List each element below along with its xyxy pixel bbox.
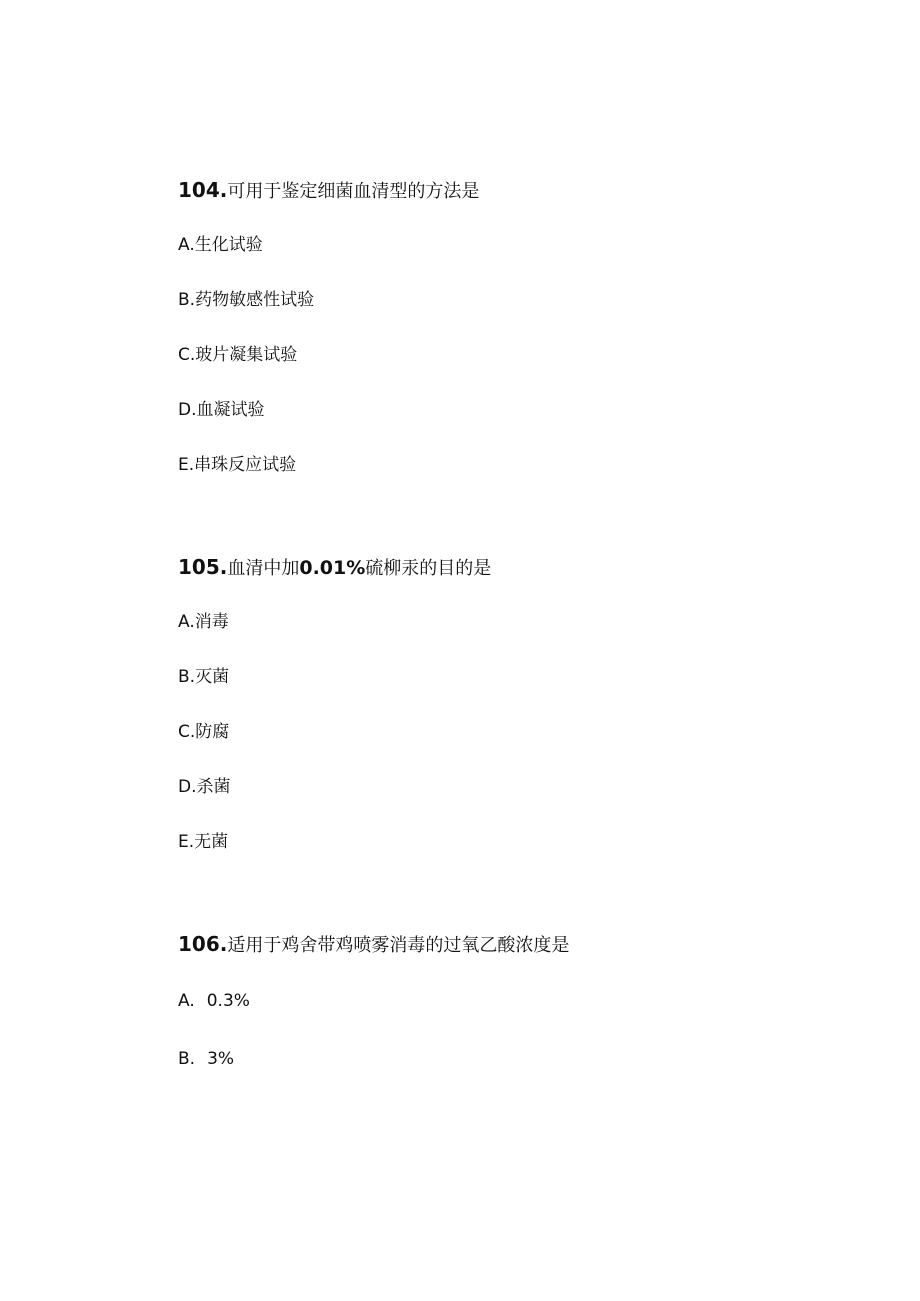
option-b (178, 664, 878, 690)
question-stem (178, 553, 878, 581)
option-a (178, 988, 878, 1014)
question-number: 105. (178, 555, 228, 579)
option-letter: D. (178, 400, 197, 420)
option-a (178, 609, 878, 635)
option-text: 生化试验 (194, 235, 263, 255)
option-letter: C. (178, 345, 196, 365)
option-b (178, 1046, 878, 1072)
option-letter: A. (178, 991, 195, 1011)
option-a (178, 232, 878, 258)
question-text: 适用于鸡舍带鸡喷雾消毒的过氧乙酸浓度是 (227, 935, 570, 956)
option-text: 灭菌 (195, 667, 230, 687)
question-text-part: 硫柳汞的目的是 (365, 558, 492, 579)
option-d (178, 397, 878, 423)
question-stem (178, 930, 878, 958)
option-b (178, 287, 878, 313)
option-c (178, 342, 878, 368)
option-text: 杀菌 (196, 777, 231, 797)
question-text-part: 血清中加 (227, 558, 300, 579)
option-text: 血凝试验 (196, 400, 265, 420)
question-105 (178, 553, 878, 855)
option-letter: A. (178, 612, 195, 632)
option-letter: D. (178, 777, 197, 797)
option-text: 玻片凝集试验 (195, 345, 298, 365)
question-number: 106. (178, 932, 228, 956)
question-106 (178, 930, 878, 1072)
option-text: 3% (207, 1049, 235, 1069)
question-text: 可用于鉴定细菌血清型的方法是 (227, 181, 480, 202)
question-number: 104. (178, 178, 228, 202)
option-text: 串珠反应试验 (194, 455, 297, 475)
option-d (178, 774, 878, 800)
option-letter: B. (178, 1049, 196, 1069)
option-text: 无菌 (194, 832, 229, 852)
option-letter: E. (178, 832, 195, 852)
option-text: 防腐 (195, 722, 230, 742)
option-text: 消毒 (194, 612, 229, 632)
option-text: 药物敏感性试验 (195, 290, 315, 310)
option-e (178, 829, 878, 855)
option-letter: B. (178, 667, 196, 687)
option-letter: E. (178, 455, 195, 475)
question-text-concentration: 0.01% (299, 557, 366, 579)
question-stem (178, 176, 878, 204)
option-e (178, 452, 878, 478)
option-letter: B. (178, 290, 196, 310)
option-c (178, 719, 878, 745)
option-letter: A. (178, 235, 195, 255)
option-letter: C. (178, 722, 196, 742)
question-104 (178, 176, 878, 478)
option-text: 0.3% (206, 991, 250, 1011)
